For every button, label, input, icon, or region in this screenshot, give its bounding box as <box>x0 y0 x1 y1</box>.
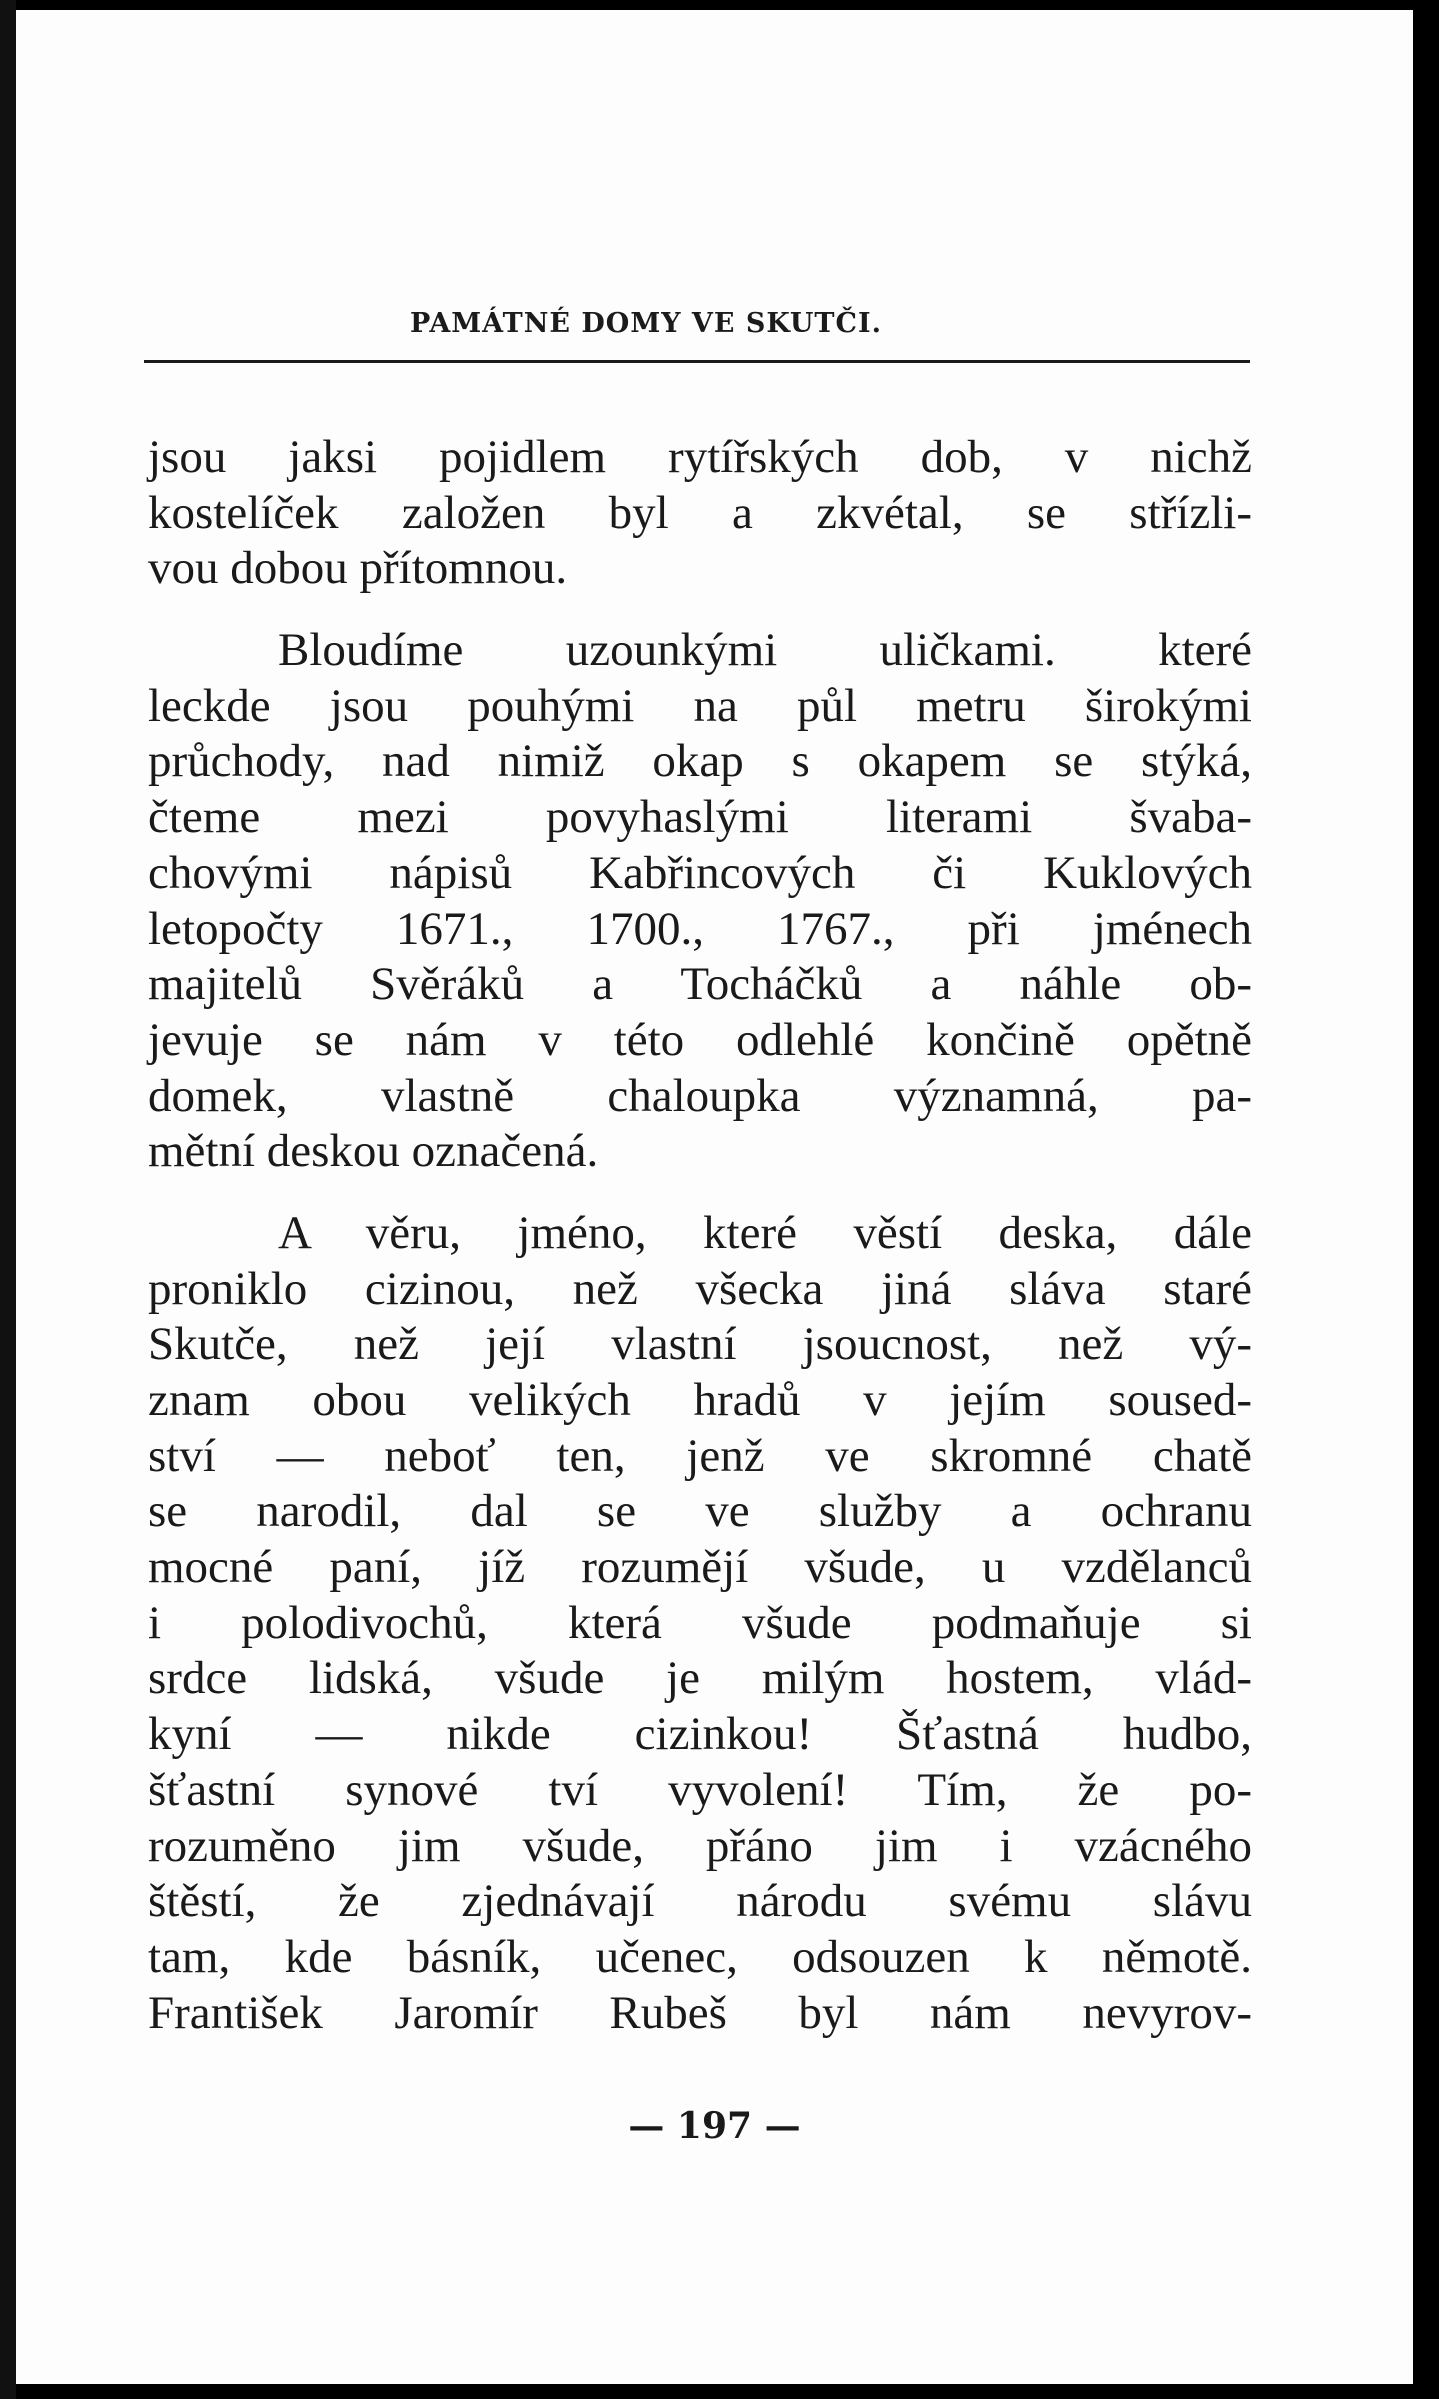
text-line: kostelíček založen byl a zkvétal, se střízli- <box>148 486 1252 539</box>
text-line: Skutče, než její vlastní jsoucnost, než vý- <box>148 1318 1252 1371</box>
text-line: šťastní synové tví vyvolení! Tím, že po- <box>148 1763 1252 1816</box>
text-line: majitelů Svěráků a Tocháčků a náhle ob- <box>148 958 1252 1011</box>
book-page <box>16 10 1413 2384</box>
text-line: rozuměno jim všude, přáno jim i vzácného <box>148 1819 1252 1872</box>
text-line: srdce lidská, všude je milým hostem, vlád- <box>148 1652 1252 1705</box>
text-line: letopočty 1671., 1700., 1767., při jménech <box>148 902 1252 955</box>
paragraph-3 <box>148 1206 1252 2041</box>
body-text <box>148 430 1252 2041</box>
text-line: mocné paní, jíž rozumějí všude, u vzdělanců <box>148 1541 1252 1594</box>
text-line: domek, vlastně chaloupka významná, pa- <box>148 1069 1252 1122</box>
text-line: ství — neboť ten, jenž ve skromné chatě <box>148 1429 1252 1482</box>
text-line: chovými nápisů Kabřincových či Kuklových <box>148 846 1252 899</box>
header-rule <box>144 360 1250 363</box>
text-line: Bloudíme uzounkými uličkami. které <box>278 624 1252 677</box>
page-number: — 197 — <box>628 2105 801 2147</box>
left-binding-edge <box>0 0 16 2399</box>
text-line: mětní deskou označená. <box>148 1125 599 1178</box>
text-line: znam obou velikých hradů v jejím soused- <box>148 1374 1252 1426</box>
text-line: i polodivochů, která všude podmaňuje si <box>148 1596 1252 1649</box>
text-line: František Jaromír Rubeš byl nám nevyrov- <box>148 1986 1252 2039</box>
text-line: kyní — nikde cizinkou! Šťastná hudbo, <box>148 1708 1252 1761</box>
text-line: vou dobou přítomnou. <box>148 542 568 595</box>
text-line: A věru, jméno, které věstí deska, dále <box>278 1206 1252 1259</box>
text-line: tam, kde básník, učenec, odsouzen k němotě. <box>148 1930 1252 1983</box>
text-line: proniklo cizinou, než všecka jiná sláva staré <box>148 1262 1252 1315</box>
text-line: jsou jaksi pojidlem rytířských dob, v nichž <box>148 431 1252 483</box>
right-scan-edge <box>1413 0 1439 2399</box>
text-line: čteme mezi povyhaslými literami švaba- <box>148 791 1252 844</box>
text-line: štěstí, že zjednávají národu svému slávu <box>148 1875 1252 1928</box>
text-line: jevuje se nám v této odlehlé končině opětně <box>148 1013 1252 1066</box>
text-line: leckde jsou pouhými na půl metru širokými <box>148 679 1252 732</box>
paragraph-2 <box>148 623 1252 1180</box>
paragraph-1 <box>148 430 1252 597</box>
text-line: průchody, nad nimiž okap s okapem se stýká, <box>148 735 1252 788</box>
text-line: se narodil, dal se ve služby a ochranu <box>148 1485 1252 1538</box>
running-header: PAMÁTNÉ DOMY VE SKUTČI. <box>410 308 882 339</box>
